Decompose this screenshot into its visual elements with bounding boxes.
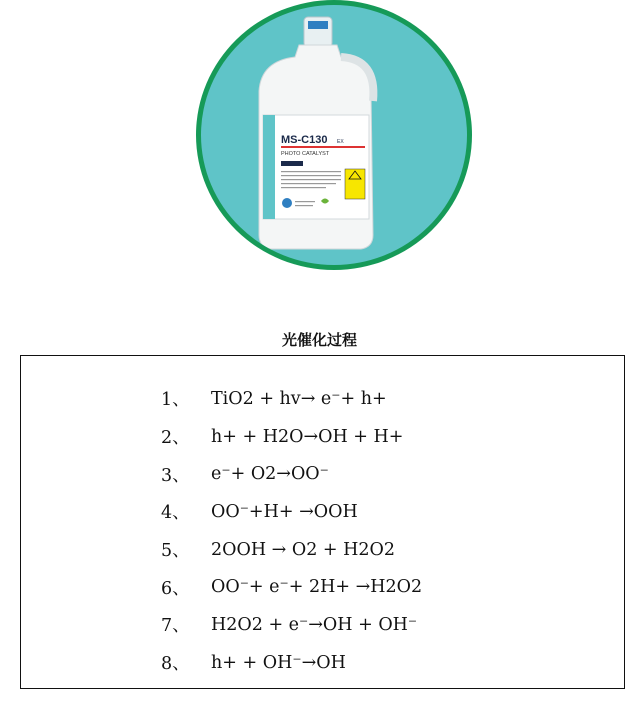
reaction-row bbox=[161, 418, 422, 456]
reaction-number: 4、 bbox=[161, 503, 190, 524]
section-title: 光催化过程 bbox=[281, 331, 357, 349]
reaction-formula: h+ + OH⁻→OH bbox=[211, 652, 346, 673]
reaction-row bbox=[161, 380, 422, 418]
reaction-formula: OO⁻+ e⁻+ 2H+ →H2O2 bbox=[211, 577, 423, 598]
reaction-formula: h+ + H2O→OH + H+ bbox=[211, 426, 404, 447]
reaction-row bbox=[161, 568, 422, 606]
reaction-list bbox=[161, 380, 422, 682]
reaction-row bbox=[161, 493, 422, 531]
reaction-number: 2、 bbox=[161, 428, 190, 449]
reaction-number: 3、 bbox=[161, 465, 190, 486]
reaction-formula: 2OOH → O2 + H2O2 bbox=[211, 539, 396, 560]
reaction-number: 8、 bbox=[161, 654, 190, 675]
reaction-formula: OO⁻+H+ →OOH bbox=[211, 501, 358, 522]
reaction-formula: TiO2 + hv→ e⁻+ h+ bbox=[211, 388, 387, 409]
reaction-formula: e⁻+ O2→OO⁻ bbox=[211, 464, 329, 485]
gallon-jug-image bbox=[201, 5, 467, 265]
label-product-suffix: EX bbox=[337, 139, 344, 145]
reaction-number: 5、 bbox=[161, 541, 190, 562]
label-subtitle: PHOTO CATALYST bbox=[281, 151, 330, 157]
reaction-box bbox=[20, 355, 625, 689]
reaction-row bbox=[161, 606, 422, 644]
reaction-number: 1、 bbox=[161, 390, 190, 411]
reaction-row bbox=[161, 531, 422, 569]
reaction-row bbox=[161, 644, 422, 682]
product-image bbox=[196, 0, 472, 270]
reaction-number: 6、 bbox=[161, 578, 190, 599]
reaction-row bbox=[161, 455, 422, 493]
reaction-number: 7、 bbox=[161, 616, 190, 637]
reaction-formula: H2O2 + e⁻→OH + OH⁻ bbox=[211, 614, 418, 635]
label-product-name: MS-C130 bbox=[281, 134, 328, 146]
